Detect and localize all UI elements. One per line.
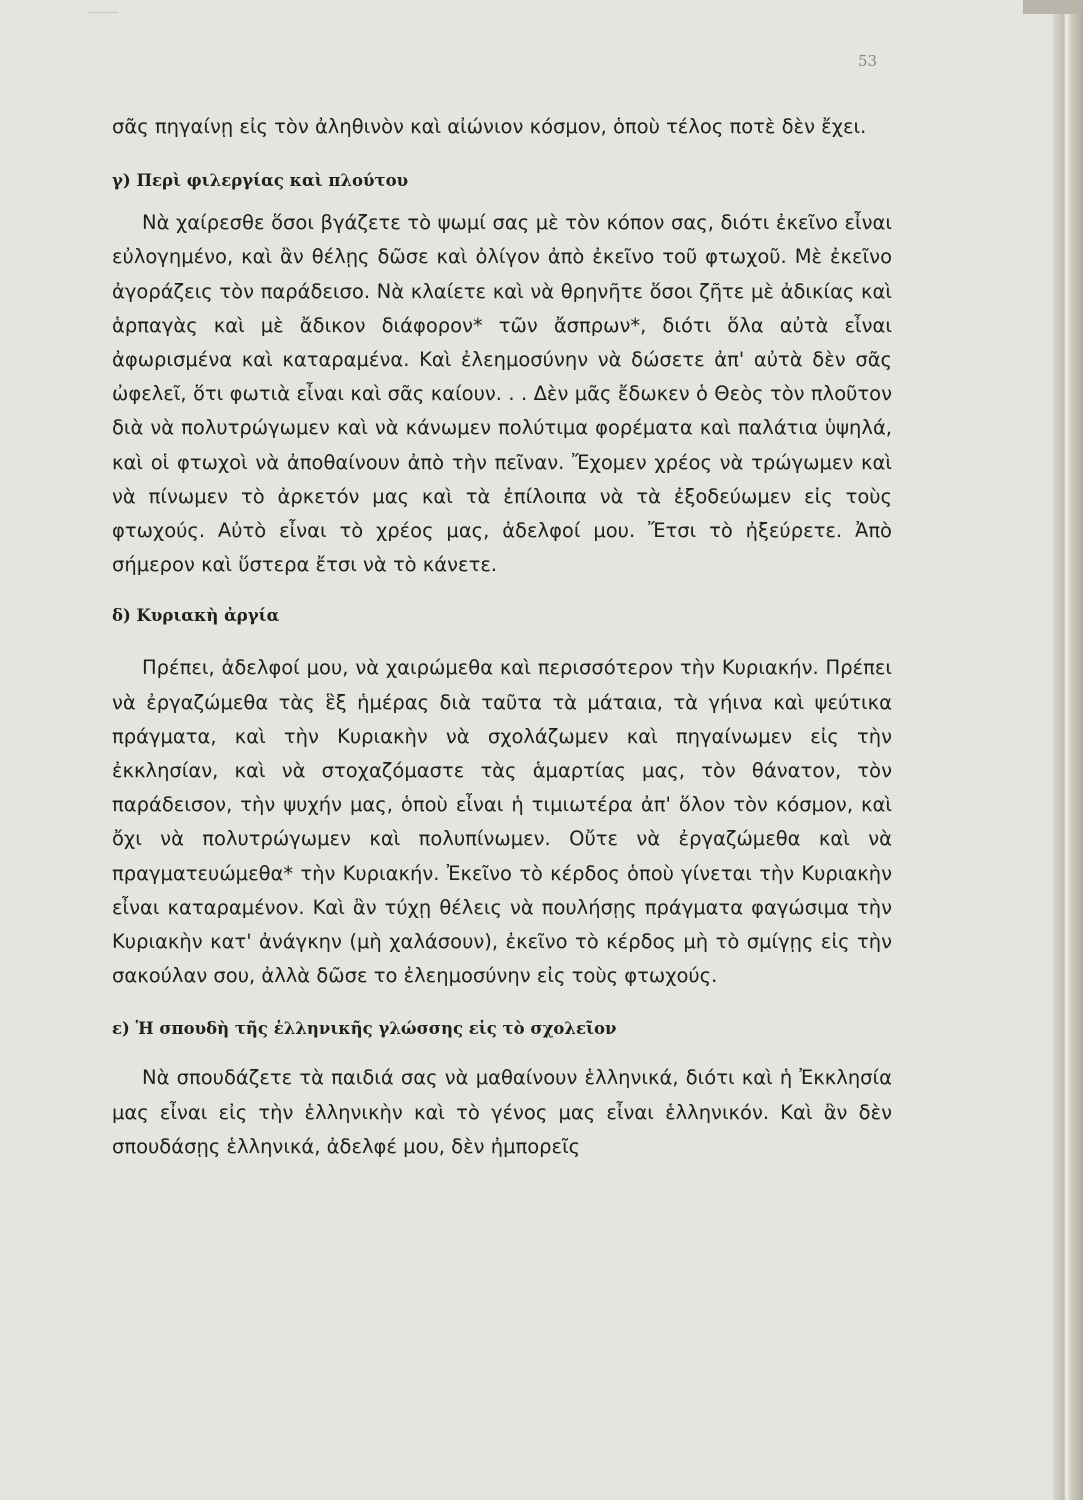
continuation-paragraph: σᾶς πηγαίνῃ εἰς τὸν ἀληθινὸν καὶ αἰώνιον κόσμον, ὁποὺ τέλος ποτὲ δὲν ἔχει. xyxy=(112,115,867,138)
section-body-gamma: Νὰ χαίρεσθε ὅσοι βγάζετε τὸ ψωμί σας μὲ τὸν κόπον σας, διότι ἐκεῖνο εἶναι εὐλογημένο, καὶ ἂν θέλῃς δῶσε καὶ ὀλίγον ἀπὸ ἐκεῖνο τοῦ φτωχοῦ. Μὲ ἐκεῖνο ἀγοράζεις τὸν παράδεισο. Νὰ κλαίετε καὶ νὰ θρηνῆτε ὅσοι ζῆτε μὲ ἀδικίας καὶ ἁρπαγὰς καὶ μὲ ἄδικον διάφορον* τῶν ἄσπρων*, διότι ὅλα αὐτὰ εἶναι ἀφωρισμένα καὶ καταραμένα. Καὶ ἐλεημοσύνην νὰ δώσετε ἀπ' αὐτὰ δὲν σᾶς ὠφελεῖ, ὅτι φωτιὰ εἶναι καὶ σᾶς καίουν. . . Δὲν μᾶς ἔδωκεν ὁ Θεὸς τὸν πλοῦτον διὰ νὰ πολυτρώγωμεν καὶ νὰ κάνωμεν πολύτιμα φορέματα καὶ παλάτια ὑψηλά, καὶ οἱ φτωχοὶ νὰ ἀποθαίνουν ἀπὸ τὴν πεῖναν. Ἔχομεν χρέος νὰ τρώγωμεν καὶ νὰ πίνωμεν τὸ ἀρκετόν μας καὶ τὰ ἐπίλοιπα νὰ τὰ ἐξοδεύωμεν εἰς τοὺς φτωχούς. Αὐτὸ εἶναι τὸ χρέος μας, ἀδελφοί μου. Ἔτσι τὸ ἠξεύρετε. Ἀπὸ σήμερον καὶ ὕστερα ἔτσι νὰ τὸ κάνετε. xyxy=(112,211,892,577)
section-heading-gamma: γ) Περὶ φιλεργίας καὶ πλούτου xyxy=(112,171,409,191)
page-text xyxy=(112,110,892,1164)
top-mark xyxy=(88,12,118,13)
section-heading-epsilon: ε) Ἡ σπουδὴ τῆς ἑλληνικῆς γλώσσης εἰς τὸ σχολεῖον xyxy=(112,1019,617,1039)
section-body-delta: Πρέπει, ἀδελφοί μου, νὰ χαιρώμεθα καὶ περισσότερον τὴν Κυριακήν. Πρέπει νὰ ἐργαζώμεθα τὰς ἓξ ἡμέρας διὰ ταῦτα τὰ μάταια, τὰ γήινα καὶ ψεύτικα πράγματα, καὶ τὴν Κυριακὴν νὰ σχολάζωμεν καὶ πηγαίνωμεν εἰς τὴν ἐκκλησίαν, καὶ νὰ στοχαζόμαστε τὰς ἁμαρτίας μας, τὸν θάνατον, τὸν παράδεισον, τὴν ψυχήν μας, ὁποὺ εἶναι ἡ τιμιωτέρα ἀπ' ὅλον τὸν κόσμον, καὶ ὄχι νὰ πολυτρώγωμεν καὶ πολυπίνωμεν. Οὔτε νὰ ἐργαζώμεθα καὶ νὰ πραγματευώμεθα* τὴν Κυριακήν. Ἐκεῖνο τὸ κέρδος ὁποὺ γίνεται τὴν Κυριακὴν εἶναι καταραμένον. Καὶ ἂν τύχῃ θέλεις νὰ πουλήσῃς πράγματα φαγώσιμα τὴν Κυριακὴν κατ' ἀνάγκην (μὴ χαλάσουν), ἐκεῖνο τὸ κέρδος μὴ τὸ σμίγῃς εἰς τὴν σακούλαν σου, ἀλλὰ δῶσε το ἐλεημοσύνην εἰς τοὺς φτωχούς. xyxy=(112,656,892,988)
page-edge-top xyxy=(1023,0,1083,14)
page-number: 53 xyxy=(858,52,878,70)
section-body-epsilon: Νὰ σπουδάζετε τὰ παιδιά σας νὰ μαθαίνουν ἑλληνικά, διότι καὶ ἡ Ἐκκλησία μας εἶναι εἰς τὴν ἑλληνικὴν καὶ τὸ γένος μας εἶναι ἑλληνικόν. Καὶ ἂν δὲν σπουδάσῃς ἑλληνικά, ἀδελφέ μου, δὲν ἠμπορεῖς xyxy=(112,1066,892,1158)
page-edge xyxy=(1053,0,1083,1500)
section-heading-delta: δ) Κυριακὴ ἀργία xyxy=(112,606,280,626)
